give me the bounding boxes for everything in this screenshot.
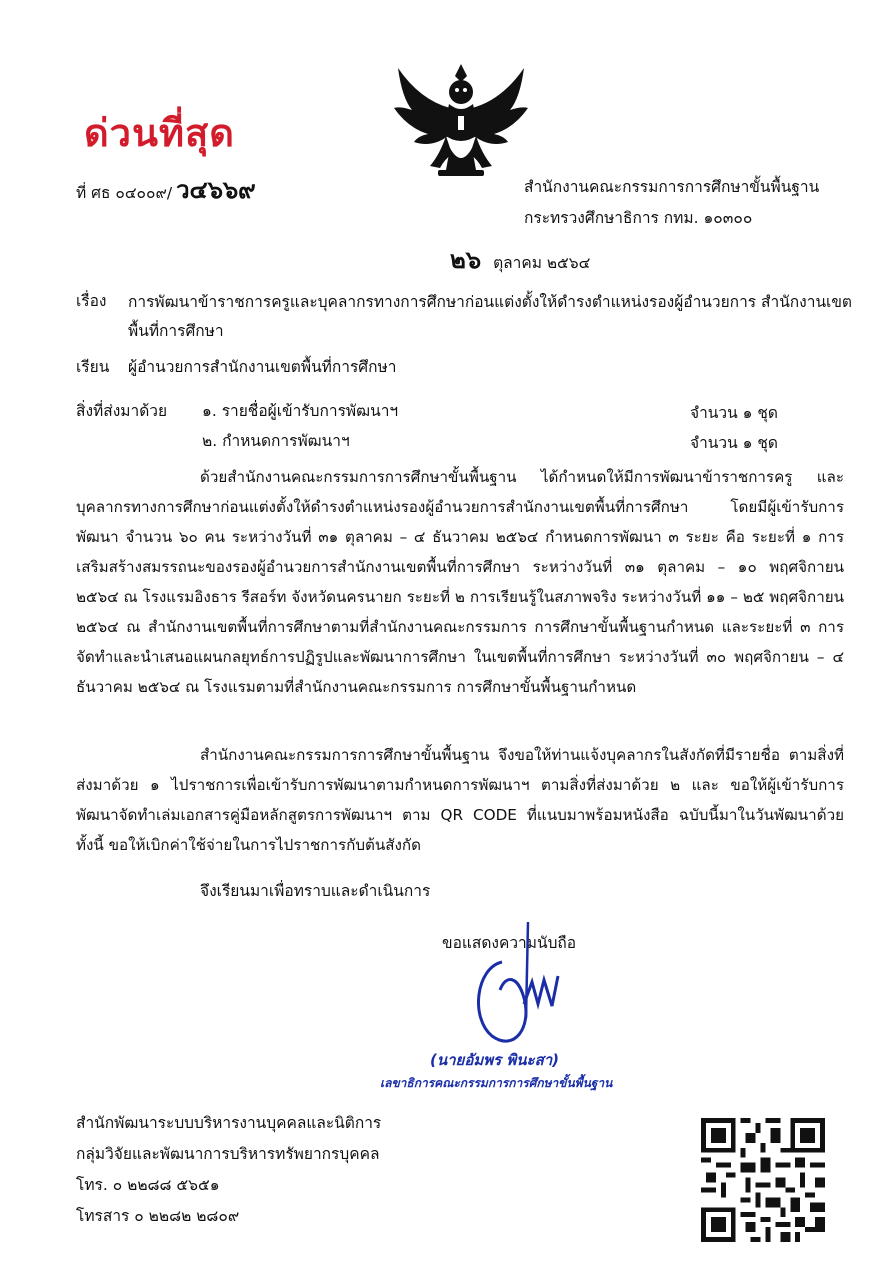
regards-text: ขอแสดงความนับถือ [442,934,577,952]
footer-phone: โทร. ๐ ๒๒๘๘ ๕๖๕๑ [76,1176,220,1194]
date-day-handwritten: ๒๖ [450,245,482,274]
attachments-label: สิ่งที่ส่งมาด้วย [76,402,168,420]
recipient-label: เรียน [76,358,110,376]
body-paragraph-1: ด้วยสำนักงานคณะกรรมการการศึกษาขั้นพื้นฐาน ได้กำหนดให้มีการพัฒนาข้าราชการครู และบุคลากรทางการศึกษาก่อนแต่งตั้งให้ดำรงตำแหน่งรองผู้อำนวยการสำนักงานเขตพื้นที่การศึกษา โดยมีผู้เข้ารับการพัฒนา จำนวน ๖๐ คน ระหว่างวันที่ ๓๑ ตุลาคม – ๔ ธันวาคม ๒๕๖๔ กำหนดการพัฒนา ๓ ระยะ คือ ระยะที่ ๑ การเสริมสร้างสมรรถนะของรองผู้อำนวยการสำนักงานเขตพื้นที่การศึกษา ระหว่างวันที่ ๓๑ ตุลาคม – ๑๐ พฤศจิกายน ๒๕๖๔ ณ โรงแรมอิงธาร รีสอร์ท จังหวัดนครนายก ระยะที่ ๒ การเรียนรู้ในสภาพจริง ระหว่างวันที่ ๑๑ – ๒๕ พฤศจิกายน ๒๕๖๔ ณ สำนักงานเขตพื้นที่การศึกษาตามที่สำนักงานคณะกรรมการ การศึกษาขั้นพื้นฐานกำหนด และระยะที่ ๓ การจัดทำและนำเสนอแผนกลยุทธ์การปฏิรูปและพัฒนาการศึกษา ในเขตพื้นที่การศึกษา ระหว่างวันที่ ๓๐ พฤศจิกายน – ๔ ธันวาคม ๒๕๖๔ ณ โรงแรมตามที่สำนักงานคณะกรรมการ การศึกษาขั้นพื้นฐานกำหนด [76,468,844,696]
letter-date [450,240,590,279]
attachment-item-2: ๒. กำหนดการพัฒนาฯ [202,432,350,450]
footer-fax: โทรสาร ๐ ๒๒๘๒ ๒๘๐๙ [76,1207,240,1225]
signer-position: เลขาธิการคณะกรรมการการศึกษาขั้นพื้นฐาน [380,1076,613,1090]
attachment-qty-2: จำนวน ๑ ชุด [690,434,778,452]
footer-contact [76,1108,381,1232]
sender-office [524,172,819,234]
body-paragraph-2: สำนักงานคณะกรรมการการศึกษาขั้นพื้นฐาน จึงขอให้ท่านแจ้งบุคลากรในสังกัดที่มีรายชื่อ ตามสิ่งที่ส่งมาด้วย ๑ ไปราชการเพื่อเข้ารับการพัฒนาตามกำหนดการพัฒนาฯ ตามสิ่งที่ส่งมาด้วย ๒ และ ขอให้ผู้เข้ารับการพัฒนาจัดทำเล่มเอกสารคู่มือหลักสูตรการพัฒนาฯ ตาม QR CODE ที่แนบมาพร้อมหนังสือ ฉบับนี้มาในวันพัฒนาด้วย ทั้งนี้ ขอให้เบิกค่าใช้จ่ายในการไปราชการกับต้นสังกัด [76,746,844,854]
urgent-stamp: ด่วนที่สุด [84,110,235,155]
subject-label: เรื่อง [76,292,107,310]
signer-name: (นายอัมพร พินะสา) [430,1051,560,1069]
handwritten-signature-icon [466,918,576,1048]
document-number [76,170,256,209]
office-line-1: สำนักงานคณะกรรมการการศึกษาขั้นพื้นฐาน [524,178,820,196]
closing-line: จึงเรียนมาเพื่อทราบและดำเนินการ [200,882,431,900]
footer-division: กลุ่มวิจัยและพัฒนาการบริหารทรัพยากรบุคคล [76,1145,380,1163]
garuda-emblem-icon [388,58,534,186]
doc-number-handwritten: ว๔๖๖๙ [176,175,256,204]
attachment-qty-1: จำนวน ๑ ชุด [690,404,778,422]
date-month-year: ตุลาคม ๒๕๖๔ [493,254,591,272]
doc-number-prefix: ที่ ศธ ๐๔๐๐๙/ [76,184,173,202]
attachment-item-1: ๑. รายชื่อผู้เข้ารับการพัฒนาฯ [202,402,399,420]
footer-department: สำนักพัฒนาระบบบริหารงานบุคคลและนิติการ [76,1114,382,1132]
subject-text: การพัฒนาข้าราชการครูและบุคลากรทางการศึกษาก่อนแต่งตั้งให้ดำรงตำแหน่งรองผู้อำนวยการ สำนักงานเขตพื้นที่การศึกษา [128,293,852,340]
recipient-text: ผู้อำนวยการสำนักงานเขตพื้นที่การศึกษา [128,358,397,376]
office-line-2: กระทรวงศึกษาธิการ กทม. ๑๐๓๐๐ [524,209,753,227]
qr-code-icon [700,1118,826,1242]
